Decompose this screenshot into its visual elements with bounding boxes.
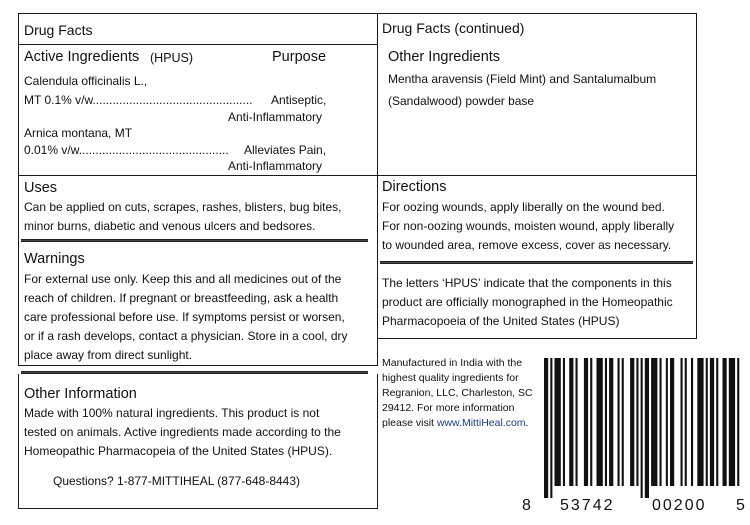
ingredient-1-purpose: Antiseptic, <box>271 93 327 107</box>
warnings-heading: Warnings <box>24 251 85 267</box>
uses-divider <box>21 239 368 242</box>
visit-prefix: please visit <box>382 417 437 429</box>
barcode-digits-group-2: 00200 <box>652 497 707 514</box>
barcode-bar <box>729 358 735 486</box>
barcode-digit-right: 5 <box>736 497 747 514</box>
directions-heading: Directions <box>382 179 447 195</box>
barcode-bar <box>685 358 687 486</box>
drug-facts-title: Drug Facts <box>24 22 93 38</box>
warnings-line-4: or if a rash develops, contact a physician. Store in a cool, dry <box>24 329 348 343</box>
ingredient-1-purpose-2: Anti-Inflammatory <box>228 110 323 124</box>
ingredient-2-purpose-2: Anti-Inflammatory <box>228 159 323 173</box>
barcode-bar <box>563 358 565 486</box>
barcode-bar <box>737 358 739 486</box>
barcode-bar <box>691 358 693 486</box>
barcode-bar <box>597 358 603 486</box>
barcode-bar <box>710 358 714 486</box>
barcode-digit-left: 8 <box>522 497 533 514</box>
active-ingredients-heading: Active Ingredients <box>24 49 140 65</box>
barcode-bar <box>636 358 638 486</box>
barcode-bar <box>660 358 662 486</box>
barcode-bar <box>681 358 683 486</box>
hpus-note-line-2: product are officially monographed in the Homeopathic <box>382 295 673 309</box>
other-information-line-2: tested on animals. Active ingredients made according to the <box>24 425 341 439</box>
manufacturer-line-4: 29412. For more information <box>382 402 515 414</box>
ingredient-1-name: Calendula officinalis L., <box>24 74 148 88</box>
uses-heading: Uses <box>24 180 58 196</box>
warnings-line-1: For external use only. Keep this and all medicines out of the <box>24 272 342 286</box>
directions-divider <box>380 261 693 264</box>
manufacturer-line-1: Manufactured in India with the <box>382 357 523 369</box>
hpus-note-line-1: The letters ‘HPUS’ indicate that the components in this <box>382 276 672 290</box>
ingredient-1-strength: MT 0.1% v/w................................................ <box>24 93 253 107</box>
barcode-bar <box>716 358 718 486</box>
barcode-bar <box>590 358 592 486</box>
barcode-bar <box>544 358 548 498</box>
barcode-bar <box>622 358 624 486</box>
barcode <box>540 358 742 498</box>
warnings-line-2: reach of children. If pregnant or breastfeeding, ask a health <box>24 291 339 305</box>
barcode-bar <box>645 358 649 498</box>
barcode-bar <box>550 358 552 498</box>
purpose-heading: Purpose <box>272 49 327 65</box>
manufacturer-line-2: highest quality ingredients for <box>382 372 519 384</box>
barcode-bar <box>630 358 634 486</box>
barcode-bar <box>609 358 613 486</box>
barcode-bar <box>618 358 620 486</box>
directions-line-2: For non-oozing wounds, moisten wound, apply liberally <box>382 219 675 233</box>
barcode-bar <box>666 358 668 486</box>
barcode-bar <box>651 358 657 486</box>
other-ingredients-line-2: (Sandalwood) powder base <box>388 94 535 108</box>
barcode-bar <box>576 358 578 486</box>
warnings-line-3: care professional before use. If symptoms persist or worsen, <box>24 310 345 324</box>
ingredient-2-name: Arnica montana, MT <box>24 126 133 140</box>
active-ingredients-hpus: (HPUS) <box>150 51 194 65</box>
drug-facts-continued-title: Drug Facts (continued) <box>382 20 525 36</box>
barcode-bar <box>670 358 674 486</box>
manufacturer-line-3: Regranion, LLC, Charleston, SC <box>382 387 533 399</box>
hpus-note-line-3: Pharmacopoeia of the United States (HPUS) <box>382 314 620 328</box>
barcode-bar <box>641 358 643 498</box>
directions-line-3: to wounded area, remove excess, cover as necessary. <box>382 238 672 252</box>
visit-suffix: . <box>525 417 529 429</box>
ingredient-2-strength: 0.01% v/w............................................. <box>24 143 229 157</box>
uses-line-2: minor burns, diabetic and venous ulcers and bedsores. <box>24 219 316 233</box>
other-information-line-1: Made with 100% natural ingredients. This product is not <box>24 406 320 420</box>
website-link[interactable]: www.MittiHeal.com <box>436 417 526 429</box>
other-ingredients-line-1: Mentha aravensis (Field Mint) and Santalumalbum <box>388 72 657 86</box>
barcode-bar <box>584 358 588 486</box>
barcode-bar <box>605 358 607 486</box>
uses-line-1: Can be applied on cuts, scrapes, rashes, blisters, bug bites, <box>24 200 342 214</box>
barcode-bar <box>555 358 561 486</box>
ingredient-2-purpose: Alleviates Pain, <box>244 143 327 157</box>
barcode-bar <box>706 358 708 486</box>
warnings-line-5: place away from direct sunlight. <box>24 348 193 362</box>
title-divider <box>18 44 378 45</box>
other-information-line-3: Homeopathic Pharmacopeia of the United States (HPUS). <box>24 444 333 458</box>
barcode-bar <box>697 358 703 486</box>
other-information-heading: Other Information <box>24 386 137 402</box>
barcode-digits-group-1: 53742 <box>560 497 615 514</box>
other-ingredients-heading: Other Ingredients <box>388 49 501 65</box>
barcode-bar <box>723 358 727 486</box>
questions-phone: Questions? 1-877-MITTIHEAL (877-648-8443) <box>53 474 301 488</box>
barcode-bar <box>569 358 573 486</box>
directions-line-1: For oozing wounds, apply liberally on the wound bed. <box>382 200 665 214</box>
manufacturer-visit <box>382 417 528 429</box>
